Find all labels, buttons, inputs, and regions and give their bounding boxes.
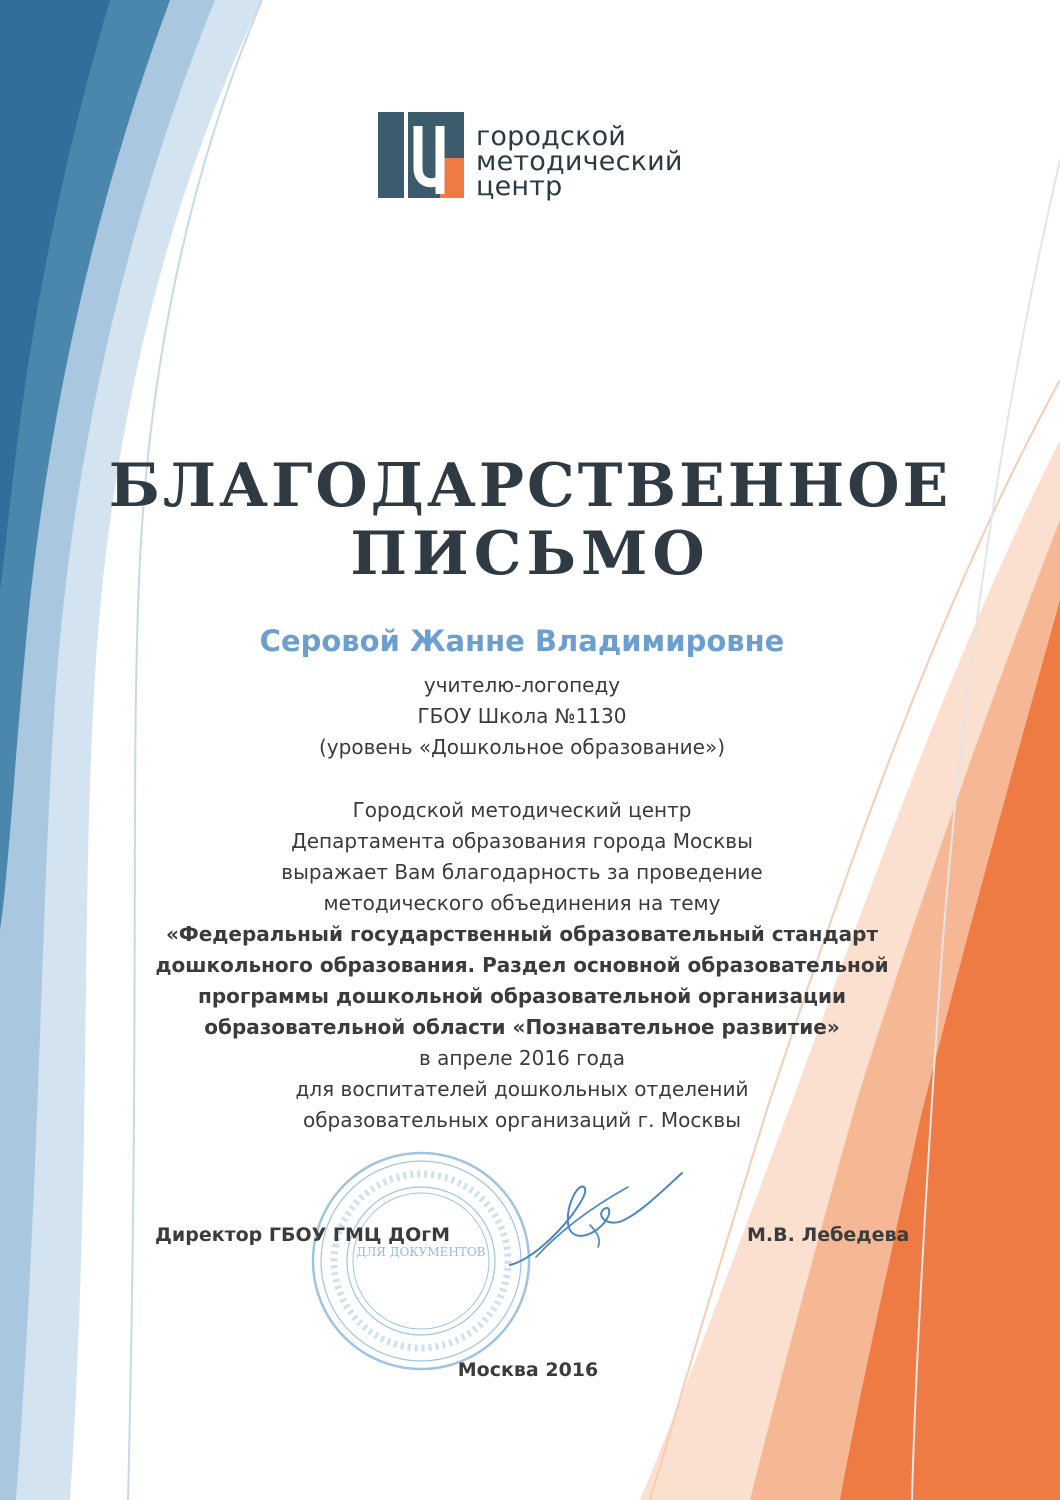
signatory-title: Директор ГБОУ ГМЦ ДОгМ (155, 1224, 451, 1246)
logo-line-2: методический (476, 146, 683, 177)
topic-line-1: «Федеральный государственный образовательный стандарт (165, 922, 879, 946)
title-line-1: БЛАГОДАРСТВЕННОЕ (108, 451, 952, 521)
title-line-2: ПИСЬМО (350, 519, 710, 589)
body-line-3: выражает Вам благодарность за проведение (281, 860, 763, 884)
recipient-organization: ГБОУ Школа №1130 (417, 704, 627, 728)
topic-line-4: образовательной области «Познавательное развитие» (204, 1015, 840, 1039)
body-audience-1: для воспитателей дошкольных отделений (295, 1077, 749, 1101)
document-title (0, 452, 1060, 588)
recipient-position: учителю-логопеду (423, 673, 621, 697)
body-audience-2: образовательных организаций г. Москвы (302, 1108, 742, 1132)
recipient-level: (уровень «Дошкольное образование») (319, 735, 725, 759)
gmc-logo-mark-icon (378, 110, 468, 200)
logo-text (476, 121, 683, 202)
city-year: Москва 2016 (457, 1359, 599, 1381)
topic-line-3: программы дошкольной образовательной организации (198, 984, 846, 1008)
handwritten-signature (500, 1165, 690, 1275)
letter-body (0, 795, 1044, 1136)
body-line-2: Департамента образования города Москвы (291, 829, 753, 853)
body-line-1: Городской методический центр (352, 798, 692, 822)
gmc-logo (378, 110, 698, 205)
logo-line-1: городской (476, 121, 627, 152)
topic-line-2: дошкольного образования. Раздел основной образовательной (155, 953, 889, 977)
body-line-4: методического объединения на тему (323, 891, 721, 915)
stamp-text: ДЛЯ ДОКУМЕНТОВ (356, 1245, 486, 1259)
recipient-name: Серовой Жанне Владимировне (259, 624, 785, 658)
recipient-details (0, 670, 1044, 763)
logo-line-3: центр (476, 171, 563, 202)
body-date: в апреле 2016 года (418, 1046, 625, 1070)
signatory-name: М.В. Лебедева (747, 1224, 910, 1246)
